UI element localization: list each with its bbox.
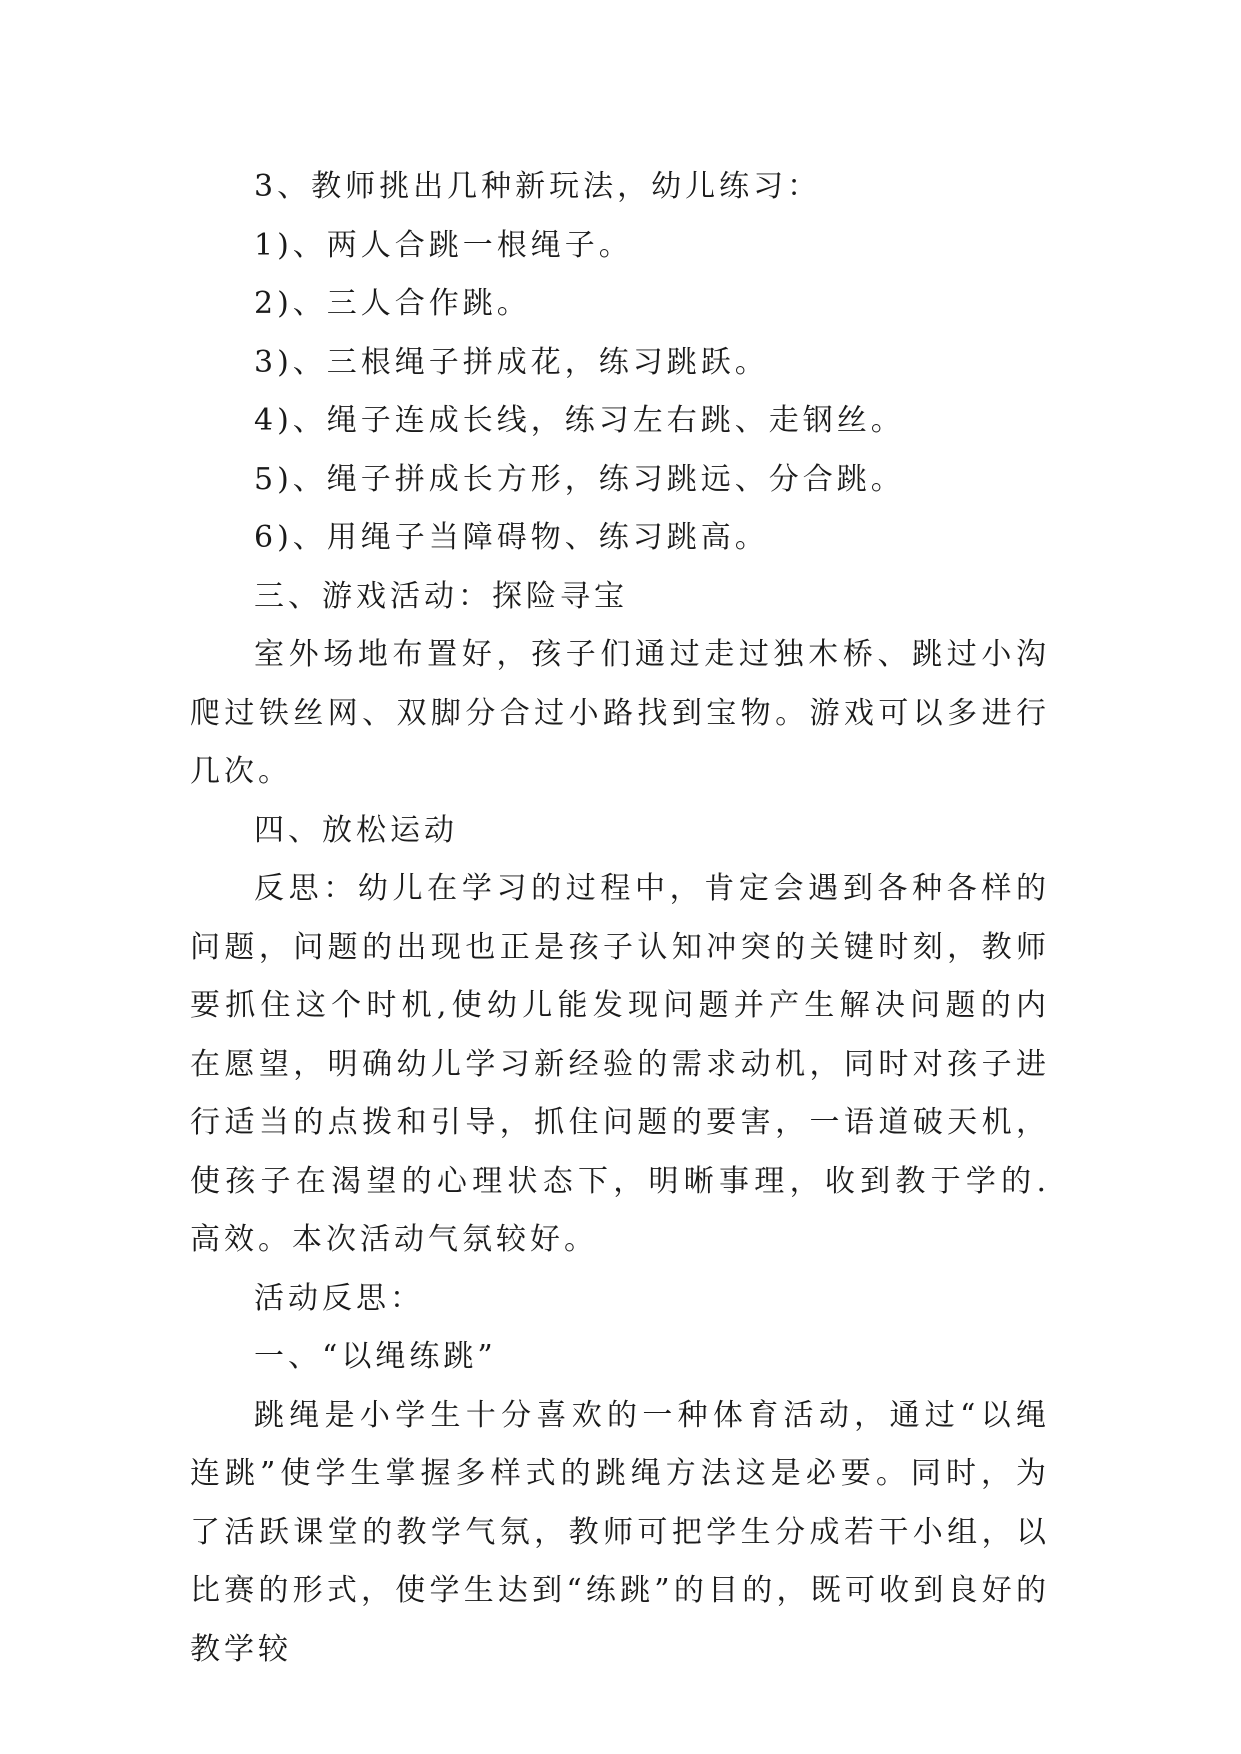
- section-heading-relax: 四、放松运动: [254, 812, 458, 848]
- paragraph-method-5: 5)、绳子拼成长方形，练习跳远、分合跳。: [254, 461, 905, 497]
- section-heading-activity-reflection: 活动反思：: [254, 1280, 424, 1316]
- paragraph-step-3: 3、教师挑出几种新玩法，幼儿练习：: [254, 169, 822, 204]
- paragraph-method-1: 1)、两人合跳一根绳子。: [254, 227, 633, 263]
- paragraph-rope-jump: 跳绳是小学生十分喜欢的一种体育活动，通过“以绳连跳”使学生掌握多样式的跳绳方法这是必要。同时，为了活跃课堂的教学气氛，教师可把学生分成若干小组，以比赛的形式，使学生达到“练跳”的目的，既可收到良好的教学较: [190, 1397, 1050, 1667]
- section-heading-game: 三、游戏活动：探险寻宝: [254, 578, 628, 614]
- document-body: [190, 158, 1050, 1679]
- paragraph-method-3: 3)、三根绳子拼成花，练习跳跃。: [254, 344, 769, 380]
- paragraph-game-description: 室外场地布置好，孩子们通过走过独木桥、跳过小沟爬过铁丝网、双脚分合过小路找到宝物。游戏可以多进行几次。: [190, 637, 1050, 789]
- paragraph-method-6: 6)、用绳子当障碍物、练习跳高。: [254, 520, 769, 555]
- subheading-rope-jump: 一、“以绳练跳”: [254, 1339, 497, 1374]
- paragraph-method-4: 4)、绳子连成长线，练习左右跳、走钢丝。: [254, 403, 905, 438]
- paragraph-method-2: 2)、三人合作跳。: [254, 286, 531, 321]
- paragraph-reflection: 反思：幼儿在学习的过程中，肯定会遇到各种各样的问题，问题的出现也正是孩子认知冲突的关键时刻，教师要抓住这个时机,使幼儿能发现问题并产生解决问题的内在愿望，明确幼儿学习新经验的需求动机，同时对孩子进行适当的点拨和引导，抓住问题的要害，一语道破天机，使孩子在渴望的心理状态下，明晰事理，收到教于学的.高效。本次活动气氛较好。: [190, 871, 1050, 1257]
